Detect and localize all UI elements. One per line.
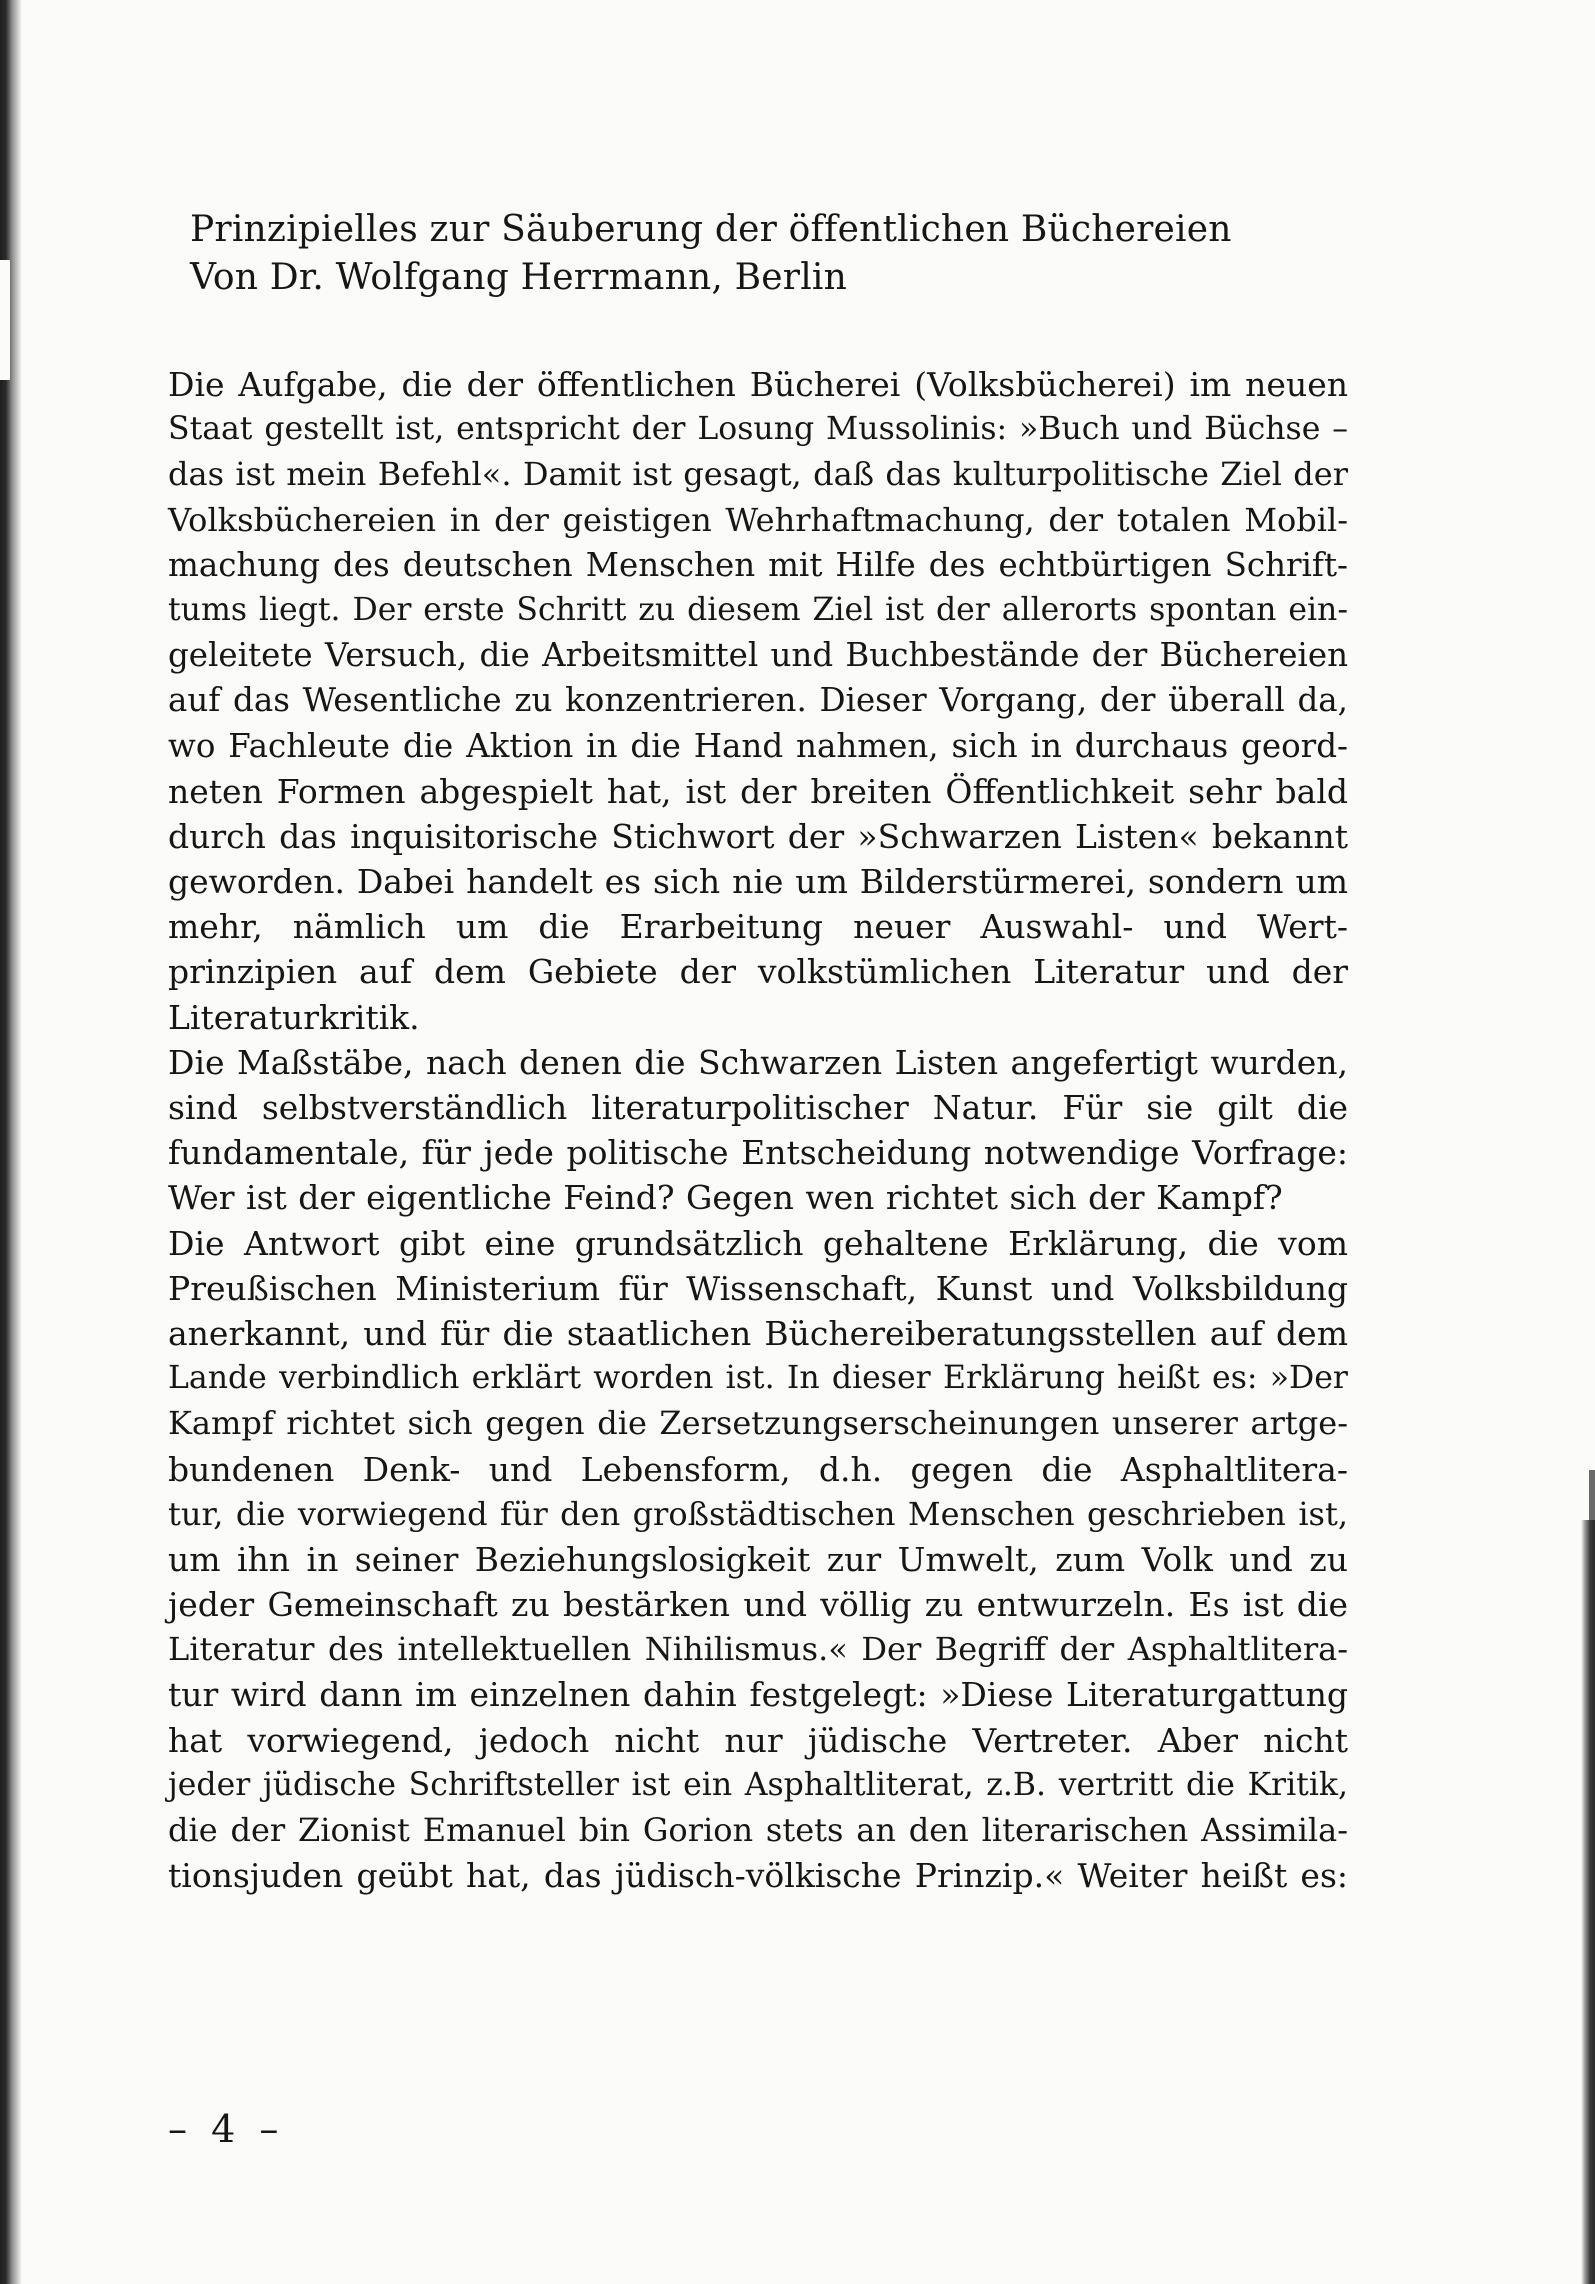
text-line: mehr, nämlich um die Erarbeitung neuer Auswahl- und Wert- [168,907,1348,947]
text-line: Staat gestellt ist, entspricht der Losung Mussolinis: »Buch und Büchse – [168,411,1348,448]
text-line: Literaturkritik. [168,997,420,1037]
text-line: neten Formen abgespielt hat, ist der breiten Öffentlichkeit sehr bald [168,771,1348,811]
text-line: Wer ist der eigentliche Feind? Gegen wen richtet sich der Kampf? [168,1178,1283,1218]
article-title: Prinzipielles zur Säuberung der öffentlichen Büchereien [190,209,1232,250]
text-line: Die Maßstäbe, nach denen die Schwarzen Listen angefertigt wurden, [168,1042,1348,1082]
text-line: tums liegt. Der erste Schritt zu diesem Ziel ist der allerorts spontan ein- [168,591,1348,628]
page-edge-right [1581,1520,1595,2284]
text-line: das ist mein Befehl«. Damit ist gesagt, daß das kulturpolitische Ziel der [168,455,1348,494]
text-line: Die Antwort gibt eine grundsätzlich gehaltene Erklärung, die vom [168,1223,1348,1263]
text-line: Volksbüchereien in der geistigen Wehrhaftmachung, der totalen Mobil- [168,500,1348,539]
binding-edge-gap [0,260,10,380]
text-line: prinzipien auf dem Gebiete der volkstümlichen Literatur und der [168,952,1348,992]
text-line: geleitete Versuch, die Arbeitsmittel und Buchbestände der Büchereien [168,636,1348,675]
page-number: – 4 – [168,2107,285,2151]
text-line: tionsjuden geübt hat, das jüdisch-völkische Prinzip.« Weiter heißt es: [168,1856,1348,1896]
text-line: auf das Wesentliche zu konzentrieren. Dieser Vorgang, der überall da, [168,681,1348,720]
text-line: tur wird dann im einzelnen dahin festgelegt: »Diese Literaturgattung [168,1675,1348,1715]
text-line: die der Zionist Emanuel bin Gorion stets an den literarischen Assimila- [168,1811,1348,1849]
article-author: Von Dr. Wolfgang Herrmann, Berlin [190,257,848,298]
text-line: wo Fachleute die Aktion in die Hand nahmen, sich in durchaus geord- [168,726,1348,765]
article-header [190,206,1390,302]
text-line: durch das inquisitorische Stichwort der »Schwarzen Listen« bekannt [168,816,1348,856]
text-line: anerkannt, und für die staatlichen Büchereiberatungsstellen auf dem [168,1313,1348,1353]
text-line: jeder jüdische Schriftsteller ist ein Asphaltliterat, z.B. vertritt die Kritik, [168,1766,1348,1803]
text-line: um ihn in seiner Beziehungslosigkeit zur Umwelt, zum Volk und zu [168,1539,1348,1579]
text-line: geworden. Dabei handelt es sich nie um Bilderstürmerei, sondern um [168,862,1348,902]
text-line: Lande verbindlich erklärt worden ist. In dieser Erklärung heißt es: »Der [168,1360,1348,1397]
text-line: Kampf richtet sich gegen die Zersetzungserscheinungen unserer artge- [168,1404,1348,1443]
text-line: sind selbstverständlich literaturpolitischer Natur. Für sie gilt die [168,1088,1348,1127]
text-line: fundamentale, für jede politische Entscheidung notwendige Vorfrage: [168,1133,1348,1173]
text-line: Preußischen Ministerium für Wissenschaft, Kunst und Volksbildung [168,1268,1348,1308]
text-line: bundenen Denk- und Lebensform, d.h. gegen die Asphaltlitera- [168,1449,1348,1489]
article-body [168,362,1348,1898]
text-line: tur, die vorwiegend für den großstädtischen Menschen geschrieben ist, [168,1494,1348,1533]
text-line: Die Aufgabe, die der öffentlichen Bücherei (Volksbücherei) im neuen [168,365,1348,404]
text-line: machung des deutschen Menschen mit Hilfe des echtbürtigen Schrift- [168,545,1348,584]
text-line: jeder Gemeinschaft zu bestärken und völlig zu entwurzeln. Es ist die [168,1585,1348,1625]
text-line: hat vorwiegend, jedoch nicht nur jüdische Vertreter. Aber nicht [168,1720,1348,1760]
text-line: Literatur des intellektuellen Nihilismus.« Der Begriff der Asphaltlitera- [168,1630,1348,1669]
